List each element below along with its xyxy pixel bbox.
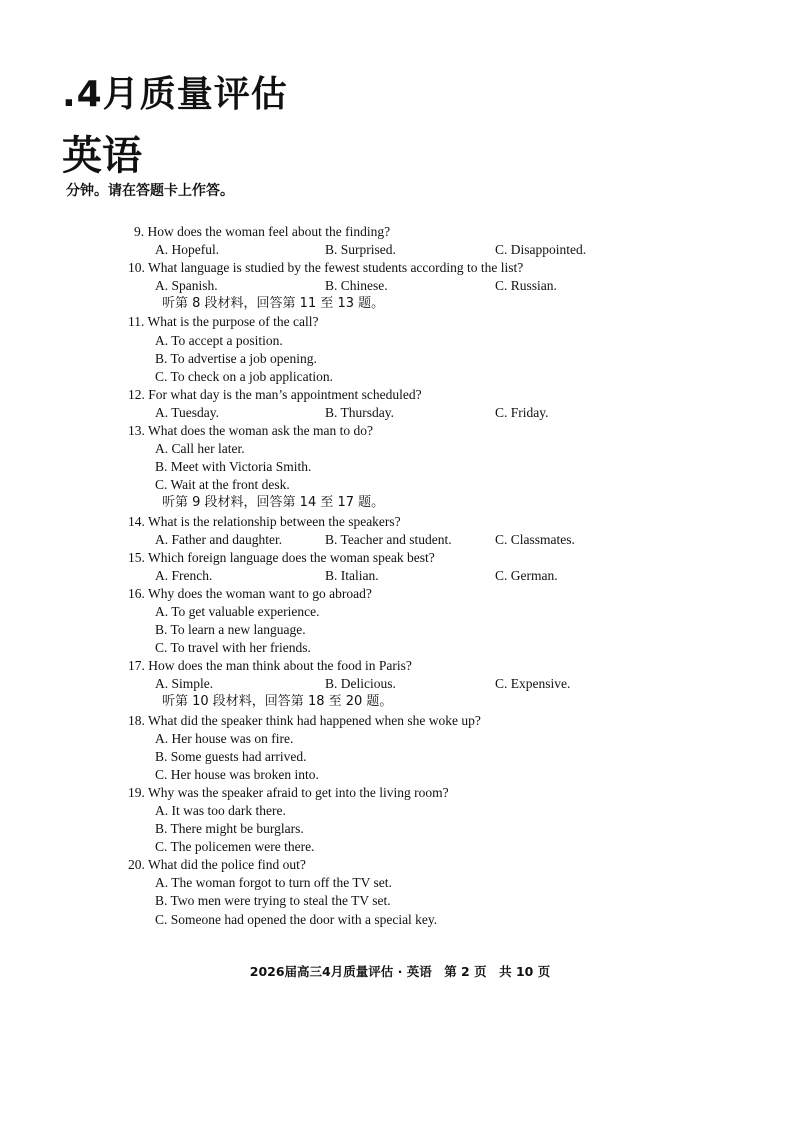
option-a: A. Father and daughter. [155,531,283,547]
listening-section-header: 听第 10 段材料，回答第 18 至 20 题。 [162,694,393,710]
option-line: B. Some guests had arrived. [155,748,307,764]
exam-title: .4月质量评估 [62,74,288,115]
option-line: B. To learn a new language. [155,622,306,638]
option-line: A. To accept a position. [155,332,283,348]
option-b: B. Surprised. [325,242,396,258]
option-line: A. Call her later. [155,441,245,457]
option-row [128,277,688,295]
option-c: C. Classmates. [495,531,575,547]
question-list [128,223,688,929]
option-row [128,675,688,693]
option-line: C. Her house was broken into. [155,766,319,782]
option-line: A. It was too dark there. [155,803,286,818]
option-line: A. Her house was on fire. [155,730,294,746]
option-b: B. Italian. [325,567,379,583]
option-row [128,241,688,259]
option-line: C. Someone had opened the door with a special key. [155,911,438,927]
option-c: C. German. [495,567,558,583]
option-line: C. To check on a job application. [155,368,334,384]
option-c: C. Expensive. [495,676,571,692]
option-line: A. To get valuable experience. [155,603,320,619]
option-a: A. Hopeful. [155,242,220,258]
question-stem: 17. How does the man think about the food in Paris? [128,658,412,674]
question-stem: 11. What is the purpose of the call? [128,314,319,330]
option-line: B. Meet with Victoria Smith. [155,459,312,475]
question-stem: 10. What language is studied by the fewest students according to the list? [128,260,524,276]
option-a: A. Tuesday. [155,404,220,420]
option-line: C. Wait at the front desk. [155,477,290,493]
option-b: B. Delicious. [325,676,396,692]
option-line: B. To advertise a job opening. [155,350,317,366]
listening-section-header: 听第 8 段材料，回答第 11 至 13 题。 [162,296,385,312]
option-line: B. Two men were trying to steal the TV set. [155,893,391,909]
question-stem: 20. What did the police find out? [128,857,306,873]
option-line: B. There might be burglars. [155,821,304,837]
question-stem: 18. What did the speaker think had happened when she woke up? [128,712,481,728]
question-stem: 13. What does the woman ask the man to do? [128,423,373,439]
option-line: C. The policemen were there. [155,839,315,855]
question-stem: 12. For what day is the man’s appointment scheduled? [128,386,422,402]
option-c: C. Russian. [495,278,557,294]
exam-instruction: 分钟。请在答题卡上作答。 [66,183,234,199]
option-a: A. Spanish. [155,278,218,294]
option-b: B. Chinese. [325,278,388,294]
option-row [128,567,688,585]
subject-title: 英语 [62,133,142,179]
question-stem: 14. What is the relationship between the speakers? [128,513,401,529]
option-line: A. The woman forgot to turn off the TV set. [155,875,392,891]
option-line: C. To travel with her friends. [155,640,311,656]
question-stem: 15. Which foreign language does the woman speak best? [128,549,435,565]
listening-section-header: 听第 9 段材料，回答第 14 至 17 题。 [162,495,385,511]
question-stem: 19. Why was the speaker afraid to get into the living room? [128,784,449,800]
option-row [128,404,688,422]
option-row [128,531,688,549]
option-a: A. French. [155,567,213,583]
question-stem: 9. How does the woman feel about the finding? [134,224,391,239]
option-c: C. Disappointed. [495,242,587,258]
page-footer: 2026届高三4月质量评估 · 英语 第 2 页 共 10 页 [249,964,551,979]
option-b: B. Thursday. [325,404,394,420]
option-c: C. Friday. [495,404,549,420]
question-stem: 16. Why does the woman want to go abroad? [128,585,372,601]
option-a: A. Simple. [155,676,214,692]
option-b: B. Teacher and student. [325,531,452,547]
